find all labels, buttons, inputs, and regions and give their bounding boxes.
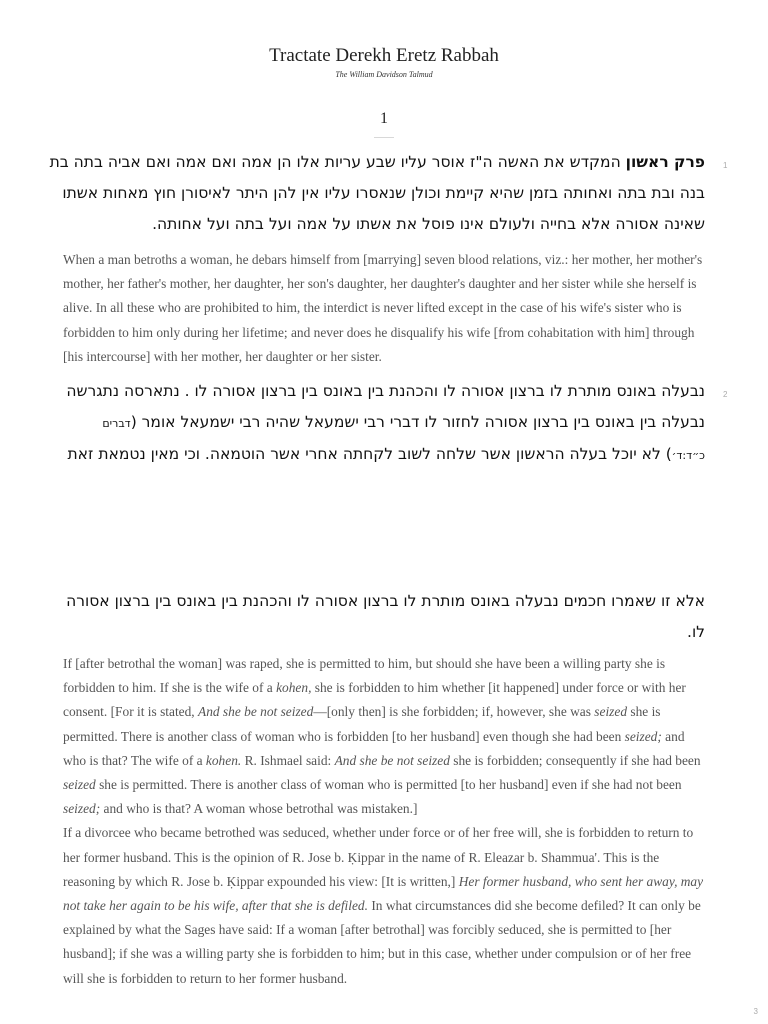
verse-2-hebrew-part-2	[55, 586, 705, 648]
citation-verse[interactable]: כ״ד:ד׳	[671, 449, 705, 462]
chapter-heading-hebrew: פרק ראשון	[625, 153, 705, 171]
verse-1-hebrew-line-2: בנה ובת בתה ואחותה בזמן שהיא קיימת וכולן שנאסרו עליו אין להן היתר לאיסורן חוץ מאחות אשתו	[62, 184, 705, 202]
verse-1-hebrew-line-3: שאינה אסורה אלא בחייה ולעולם אינו פוסל את אשתו על אמה ועל בתה ועל אחותה.	[152, 215, 705, 233]
verse-2-hebrew-part-1	[55, 376, 705, 471]
citation-book[interactable]: דברים	[102, 417, 131, 430]
verse-2-hebrew-line-3: כ״ד:ד׳) לא יוכל בעלה הראשון אשר שלחה לשוב לקחתה אחרי אשר הוטמאה. וכי מאין נטמאת זאת	[67, 445, 705, 463]
verse-number-2[interactable]: 2	[723, 390, 728, 399]
verse-2-hebrew-line-2: נבעלה בין באונס בין ברצון אסורה לחזור לו דברי רבי ישמעאל שהיה רבי ישמעאל אומר (דברים	[102, 413, 705, 431]
verse-2-hebrew-line-1: נבעלה באונס מותרת לו ברצון אסורה לו והכהנת בין באונס בין ברצון אסורה לו . נתארסה נתגרשה	[66, 382, 705, 400]
verse-2-hebrew-line-5: לו.	[687, 623, 705, 641]
verse-number-1[interactable]: 1	[723, 161, 728, 170]
chapter-number: 1	[380, 110, 388, 127]
page-title: Tractate Derekh Eretz Rabbah	[269, 45, 499, 66]
chapter-divider	[374, 137, 394, 138]
verse-2-english-paragraph-2: If a divorcee who became betrothed was seduced, whether under force or of her free will, she is forbidden to return to her former husband. This is the opinion of R. Jose b. Ḳippar in the name of R. Eleazar b. Shammua'. This is the reasoning by which R. Jose b. Ḳippar expounded his view: [It is written,] Her former husband, who sent her away, may not take her again to be his wife, after that she is defiled. In what circumstances did she become defiled? It can only be explained by what the Sages have said: If a woman [after betrothal] was forcibly seduced, she is permitted to [her husband]; if she was a willing party she is forbidden to him; but in this case, whether under compulsion or of her free will she is forbidden to return to her former husband.	[63, 825, 704, 986]
verse-2-hebrew-line-4: אלא זו שאמרו חכמים נבעלה באונס מותרת לו ברצון אסורה לו והכהנת בין באונס בין ברצון אסורה	[66, 592, 705, 610]
page-subtitle: The William Davidson Talmud	[335, 70, 433, 79]
verse-1-english	[63, 248, 705, 369]
page-number: 3	[753, 1007, 758, 1016]
verse-2-english	[63, 652, 705, 991]
verse-1-english-text: When a man betroths a woman, he debars himself from [marrying] seven blood relations, viz.: her mother, her mother's mother, her father's mother, her daughter, her son's daughter, her daughter's daughter and her sister while she herself is alive. In all these who are prohibited to him, the interdict is never lifted except in the case of his wife's sister who is forbidden to him only during her lifetime; and never does he disqualify his wife [from cohabitation with him] through [his intercourse] with her mother, her daughter or her sister.	[63, 252, 703, 364]
verse-2-english-paragraph-1: If [after betrothal the woman] was raped, she is permitted to him, but should she have been a willing party she is forbidden to him. If she is the wife of a kohen, she is forbidden to him whether [it happened] under force or with her consent. [For it is stated, And she be not seized—[only then] is she forbidden; if, however, she was seized she is permitted. There is another class of woman who is forbidden [to her husband] even though she had been seized; and who is that? The wife of a kohen. R. Ishmael said: And she be not seized she is forbidden; consequently if she had been seized she is permitted. There is another class of woman who is permitted [to her husband] even if she had not been seized; and who is that? A woman whose betrothal was mistaken.]	[63, 656, 701, 817]
verse-1-hebrew	[49, 147, 705, 240]
verse-1-hebrew-line-1: פרק ראשון המקדש את האשה ה"ז אוסר עליו שבע עריות אלו הן אמה ואם אמה ואם אביה בתה בת	[49, 153, 705, 171]
